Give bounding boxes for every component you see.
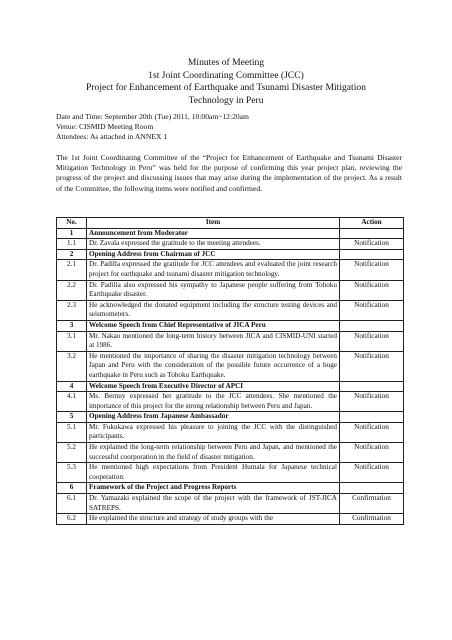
row-action: Confirmation <box>340 514 404 525</box>
row-action: Notification <box>340 239 404 250</box>
table-row <box>57 463 404 483</box>
document-title <box>40 57 412 107</box>
row-action: Notification <box>340 331 404 351</box>
row-number: 6.2 <box>57 514 87 525</box>
row-action: Notification <box>340 351 404 381</box>
table-row <box>57 422 404 442</box>
minutes-table <box>56 217 404 525</box>
row-number: 5 <box>57 412 87 423</box>
row-item-text: Dr. Padilla expressed the gratitude for JCC attendees and evaluated the joint research project for earthquake and tsunami disaster mitigation technology. <box>87 260 340 280</box>
row-action <box>340 381 404 392</box>
title-line: Minutes of Meeting <box>187 57 265 68</box>
row-number: 1.1 <box>57 239 87 250</box>
row-number: 2 <box>57 249 87 260</box>
row-action: Notification <box>340 392 404 412</box>
row-number: 2.3 <box>57 300 87 320</box>
table-row <box>57 300 404 320</box>
title-line: Project for Enhancement of Earthquake and Tsunami Disaster Mitigation <box>86 82 366 93</box>
section-row <box>57 228 404 239</box>
row-action <box>340 483 404 494</box>
row-item-text: He explained the long-term relationship between Peru and Japan, and mentioned the successful coorporation in the field of disaster mitigation. <box>87 443 340 463</box>
row-item-text: Dr. Padilla also expressed his sympathy to Japanese people suffering from Tohoku Earthquake disaster. <box>87 280 340 300</box>
table-row <box>57 494 404 514</box>
row-number: 2.1 <box>57 260 87 280</box>
row-item-text: Opening Address from Japanese Ambassador <box>87 412 340 423</box>
table-row <box>57 351 404 381</box>
venue-line: Venue: CISMID Meeting Room <box>56 122 154 131</box>
row-number: 6.1 <box>57 494 87 514</box>
section-row <box>57 320 404 331</box>
row-item-text: He acknowledged the donated equipment including the structure testing devices and seismometers. <box>87 300 340 320</box>
table-row <box>57 514 404 525</box>
row-number: 2.2 <box>57 280 87 300</box>
table-row <box>57 443 404 463</box>
row-action: Notification <box>340 300 404 320</box>
row-action: Notification <box>340 443 404 463</box>
table-row <box>57 392 404 412</box>
row-action <box>340 228 404 239</box>
row-number: 1 <box>57 228 87 239</box>
row-item-text: He explained the structure and strategy of study groups with the <box>87 514 340 525</box>
row-action <box>340 320 404 331</box>
row-number: 3.2 <box>57 351 87 381</box>
row-action: Notification <box>340 280 404 300</box>
section-row <box>57 381 404 392</box>
intro-paragraph: The 1st Joint Coordinating Committee of the “Project for Enhancement of Earthquake and Tsunami Disaster Mitigation Technology in Peru” was held for the purpose of confirming this year project plan, reviewing the progress of the project and discussing issues that may arise during the implementation of the project. As a result of the Committee, the following items were notified and confirmed. <box>56 153 402 193</box>
row-number: 4 <box>57 381 87 392</box>
row-action: Notification <box>340 260 404 280</box>
title-line: Technology in Peru <box>188 94 264 106</box>
table-row <box>57 331 404 351</box>
row-number: 6 <box>57 483 87 494</box>
header-item: Item <box>87 218 340 229</box>
title-line: 1st Joint Coordinating Committee (JCC) <box>148 69 304 81</box>
header-action: Action <box>340 218 404 229</box>
row-action: Confirmation <box>340 494 404 514</box>
row-item-text: Dr. Yamazaki explained the scope of the project with the framework of JST-JICA SATREPS. <box>87 494 340 514</box>
row-action <box>340 412 404 423</box>
row-item-text: Opening Address from Chairman of JCC <box>87 249 340 260</box>
row-number: 4.1 <box>57 392 87 412</box>
header-no: No. <box>57 218 87 229</box>
row-number: 5.2 <box>57 443 87 463</box>
table-row <box>57 239 404 250</box>
row-item-text: Framework of the Project and Progress Reports <box>87 483 340 494</box>
row-action: Notification <box>340 463 404 483</box>
row-item-text: Dr. Zavala expressed the gratitude to the meeting attendees. <box>87 239 340 250</box>
row-item-text: Mr. Nakao mentioned the long-term history between JICA and CISMID-UNI started at 1986. <box>87 331 340 351</box>
row-item-text: Welcome Speech from Executive Director of APCI <box>87 381 340 392</box>
row-item-text: Announcement from Moderator <box>87 228 340 239</box>
row-item-text: He mentioned the importance of sharing the disaster mitigation technology between Japan and Peru with the consideration of the possible future occurrence of a huge earthquake in Peru such as Tohoku Earthquake. <box>87 351 340 381</box>
meeting-details <box>56 112 406 142</box>
attendees-line: Attendees: As attached in ANNEX 1 <box>56 132 168 141</box>
table-header-row <box>57 218 404 229</box>
section-row <box>57 483 404 494</box>
row-action <box>340 249 404 260</box>
row-item-text: Welcome Speech from Chief Representative of JICA Peru <box>87 320 340 331</box>
date-time-line: Date and Time: September 20th (Tue) 2011, 10:00am~12:20am <box>56 112 249 121</box>
row-action: Notification <box>340 422 404 442</box>
row-item-text: Ms. Bernuy expressed her gratitude to the JCC attendees. She mentioned the importance of this project for the strong relationship between Peru and Japan. <box>87 392 340 412</box>
section-row <box>57 249 404 260</box>
row-number: 3 <box>57 320 87 331</box>
table-row <box>57 260 404 280</box>
table-body <box>57 228 404 524</box>
row-item-text: He mentioned high expectations from President Humala for Japanese technical cooperation. <box>87 463 340 483</box>
row-number: 5.3 <box>57 463 87 483</box>
row-number: 5.1 <box>57 422 87 442</box>
table-row <box>57 280 404 300</box>
row-item-text: Mr. Fukukawa expressed his pleasure to joining the JCC with the distinguished participants. <box>87 422 340 442</box>
section-row <box>57 412 404 423</box>
row-number: 3.1 <box>57 331 87 351</box>
